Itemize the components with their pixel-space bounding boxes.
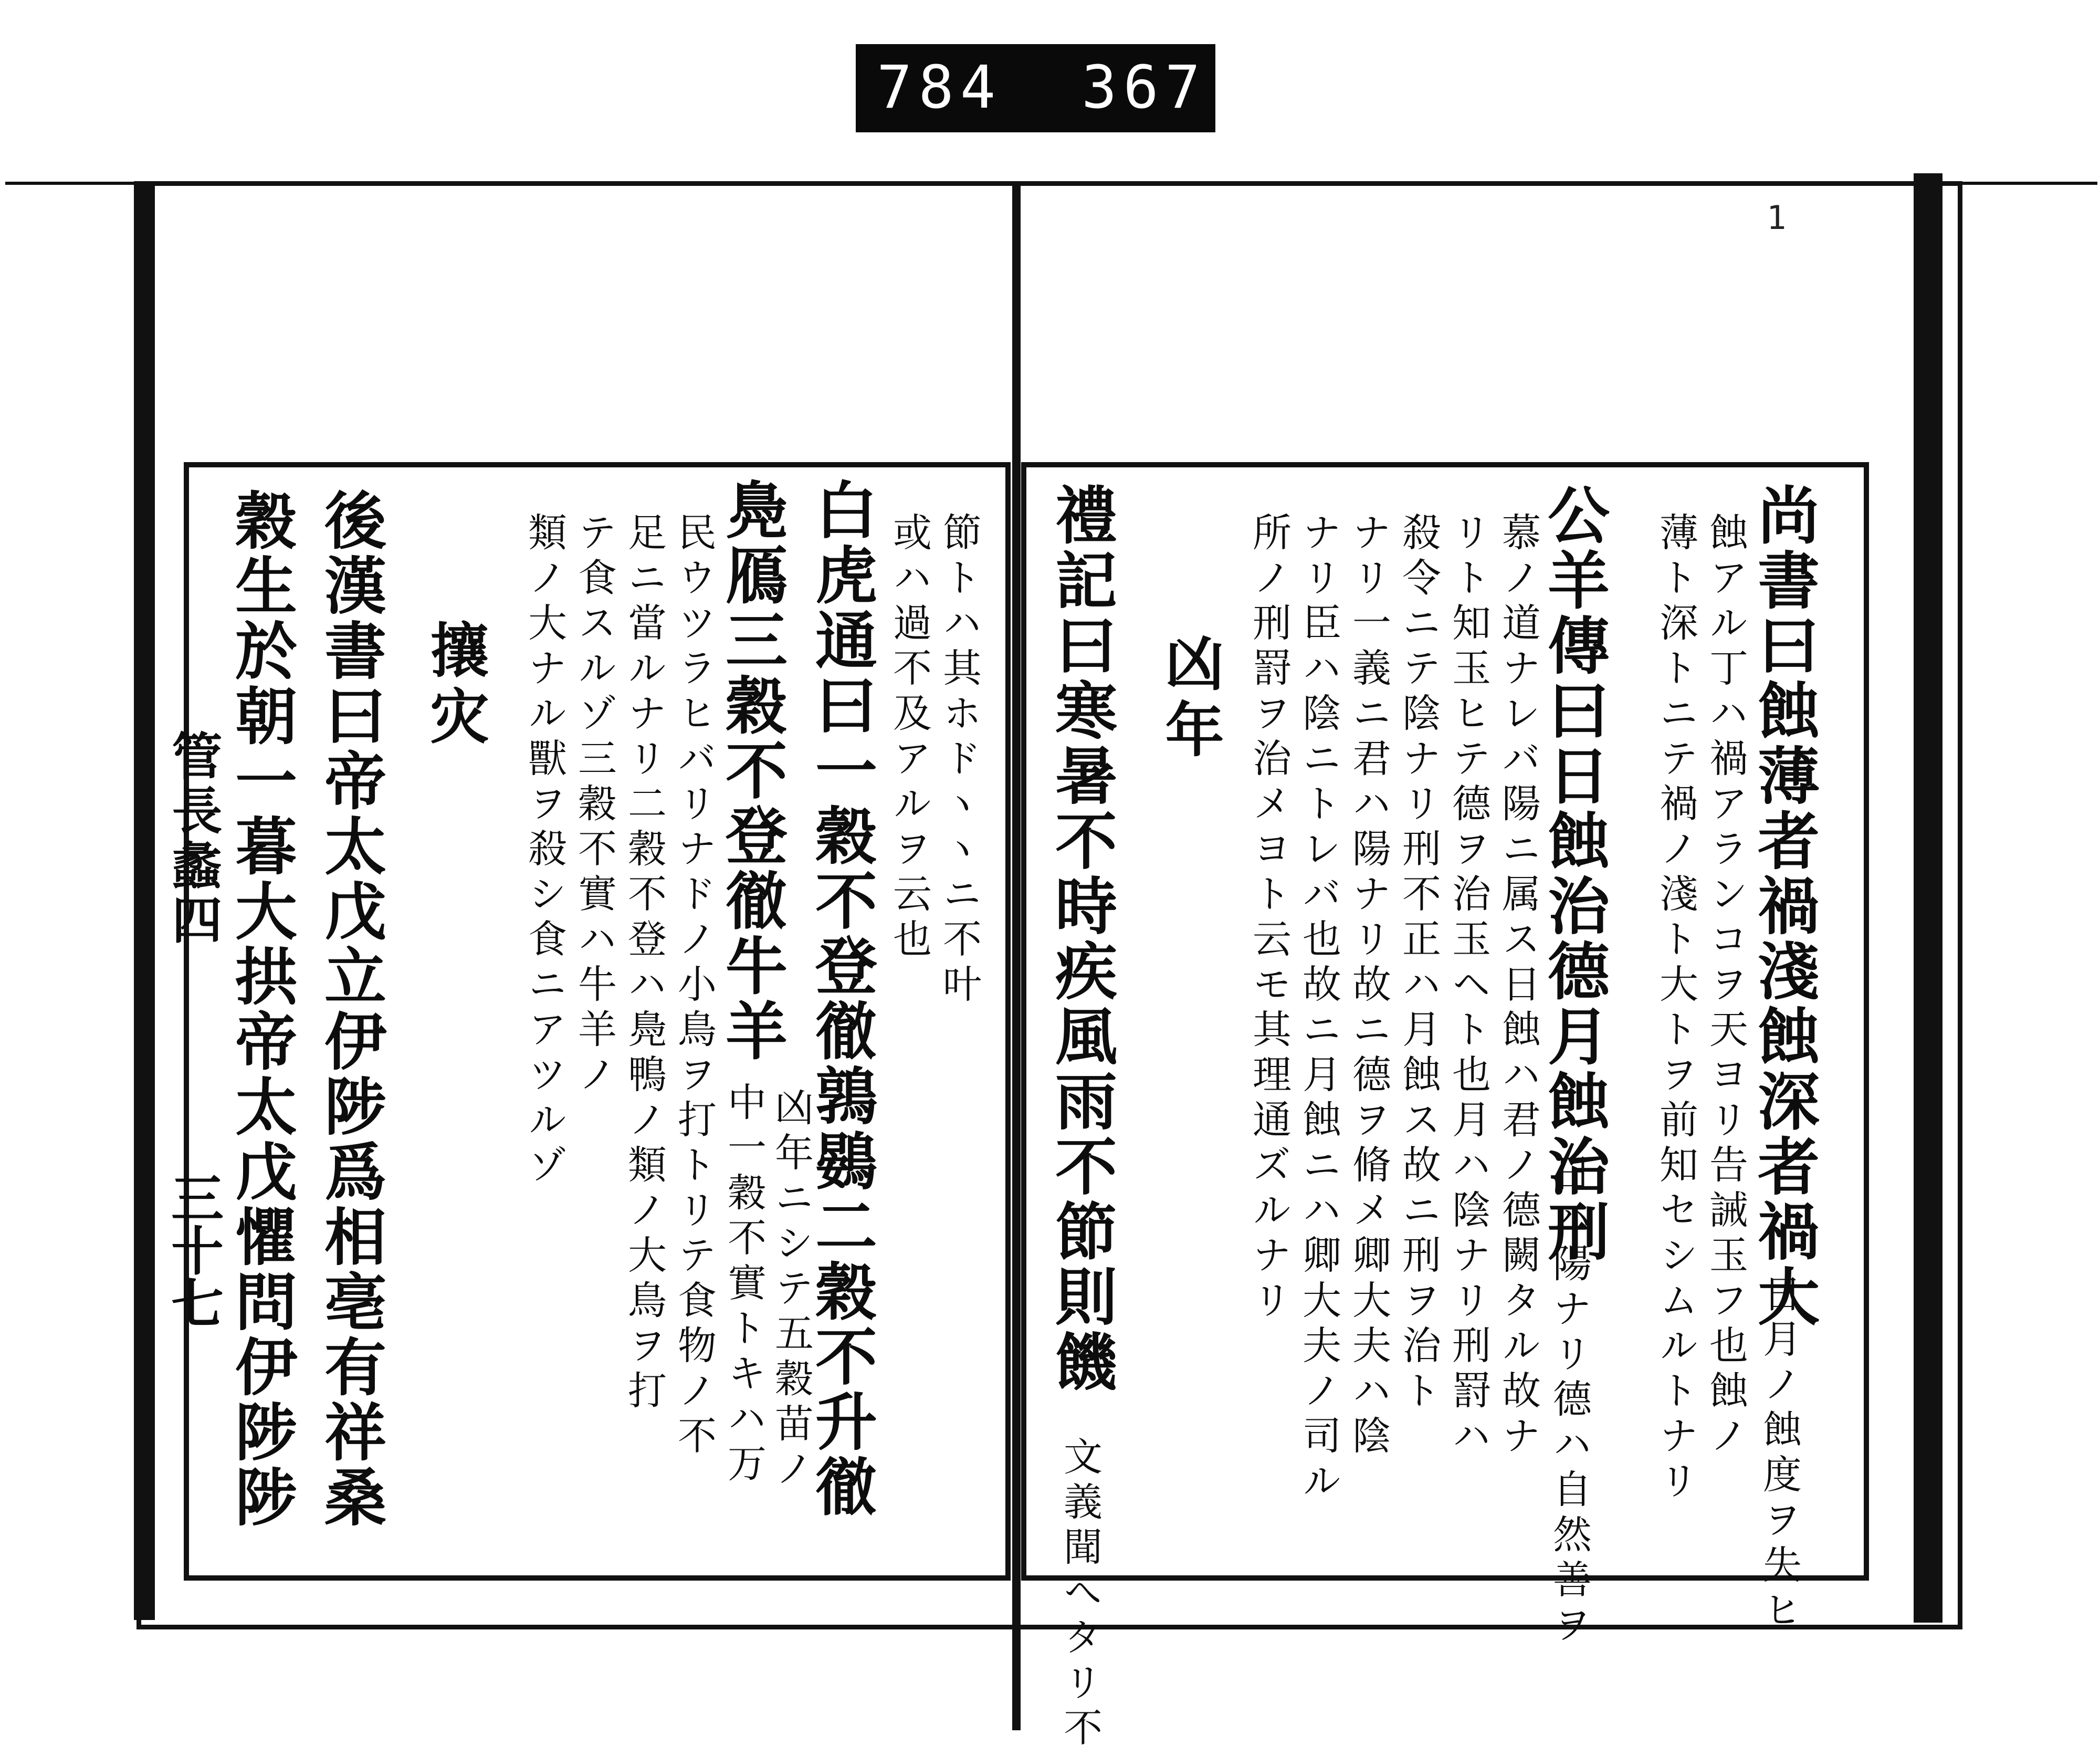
right-col-5: 公羊傳曰日蝕治德月蝕治刑 <box>1537 483 1610 1264</box>
label-left-number: 784 <box>877 54 1002 122</box>
left-col-7: 民ウツラヒバリナドノ小鳥ヲ打トリテ食物ノ不 <box>671 512 717 1460</box>
right-col-14: 禮記曰寒暑不時疾風雨不節則饑 <box>1045 483 1118 1395</box>
right-col-2: 日月ノ蝕度ヲ失ヒ <box>1757 1273 1802 1635</box>
right-col-10: ナリ一義ニ君ハ陽ナリ故ニ德ヲ脩メ卿大夫ハ陰 <box>1346 512 1391 1460</box>
left-col-10: 類ノ大ナル獸ヲ殺シ食ニアツルゾ <box>522 512 567 1189</box>
right-page-digit: 1 <box>1767 198 1787 237</box>
page-number-margin: 三十七 <box>162 1171 224 1329</box>
book-spine <box>1012 181 1021 1730</box>
right-col-9: 殺令ニテ陰ナリ刑不正ハ月蝕ス故ニ刑ヲ治ト <box>1396 512 1441 1415</box>
right-col-12: 所ノ刑罸ヲ治メヨト云モ其理通ズルナリ <box>1246 512 1292 1325</box>
label-right-number: 367 <box>1082 54 1207 122</box>
left-col-2: 或ハ過不及アルヲ云也 <box>887 512 932 964</box>
right-col-11: ナリ臣ハ陰ニトレバ也故ニ月蝕ニハ卿大夫ノ司ル <box>1296 512 1341 1506</box>
right-col-7: 慕ノ道ナレバ陽ニ属ス日蝕ハ君ノ德闕タル故ナ <box>1496 512 1541 1460</box>
right-col-4: 薄ト深トニテ禍ノ淺ト大トヲ前知セシムルトナリ <box>1653 512 1698 1506</box>
left-col-6: 中一穀不實トキハ万 <box>721 1082 766 1488</box>
left-col-8: 足ニ當ルナリ二穀不登ハ鳧鴨ノ類ノ大鳥ヲ打 <box>622 512 667 1415</box>
left-col-9: テ食スルゾ三穀不實ハ牛羊ノ <box>572 512 617 1099</box>
section-heading-disaster: 攘灾 <box>421 620 489 752</box>
book-title-margin: 管長蠡四 <box>164 730 223 948</box>
right-col-3: 蝕アル丁ハ禍アランコヲ天ヨリ告誡玉フ也蝕ノ <box>1703 512 1748 1460</box>
right-page-edge <box>1914 173 1942 1623</box>
right-col-8: リト知玉ヒテ德ヲ治玉ヘト也月ハ陰ナリ刑罸ハ <box>1446 512 1491 1460</box>
left-col-13: 穀生於朝一暮大拱帝太戊懼問伊陟陟 <box>225 488 298 1530</box>
left-col-3: 白虎通曰一穀不登徹鶉鷃二穀不升徹 <box>805 478 878 1520</box>
left-col-1: 節トハ其ホドヽヽニ不叶 <box>937 512 982 1009</box>
right-col-6: 日ハ陽ナリ德ハ自然善ヲ <box>1547 1153 1592 1649</box>
archive-label <box>856 44 1215 132</box>
left-page-edge <box>134 181 155 1620</box>
left-col-5: 凶年ニシテ五穀苗ノ <box>769 1087 814 1493</box>
right-col-15: 文義聞へタリ不 <box>1057 1436 1102 1752</box>
section-heading-famine: 凶年 <box>1156 633 1224 765</box>
left-col-12: 後漢書曰帝太戊立伊陟爲相亳有祥桑 <box>314 488 387 1530</box>
right-col-1: 尚書曰蝕薄者禍淺蝕深者禍大 <box>1747 483 1820 1330</box>
left-col-4: 鳧鴈三穀不登徹牛羊 <box>715 478 788 1064</box>
